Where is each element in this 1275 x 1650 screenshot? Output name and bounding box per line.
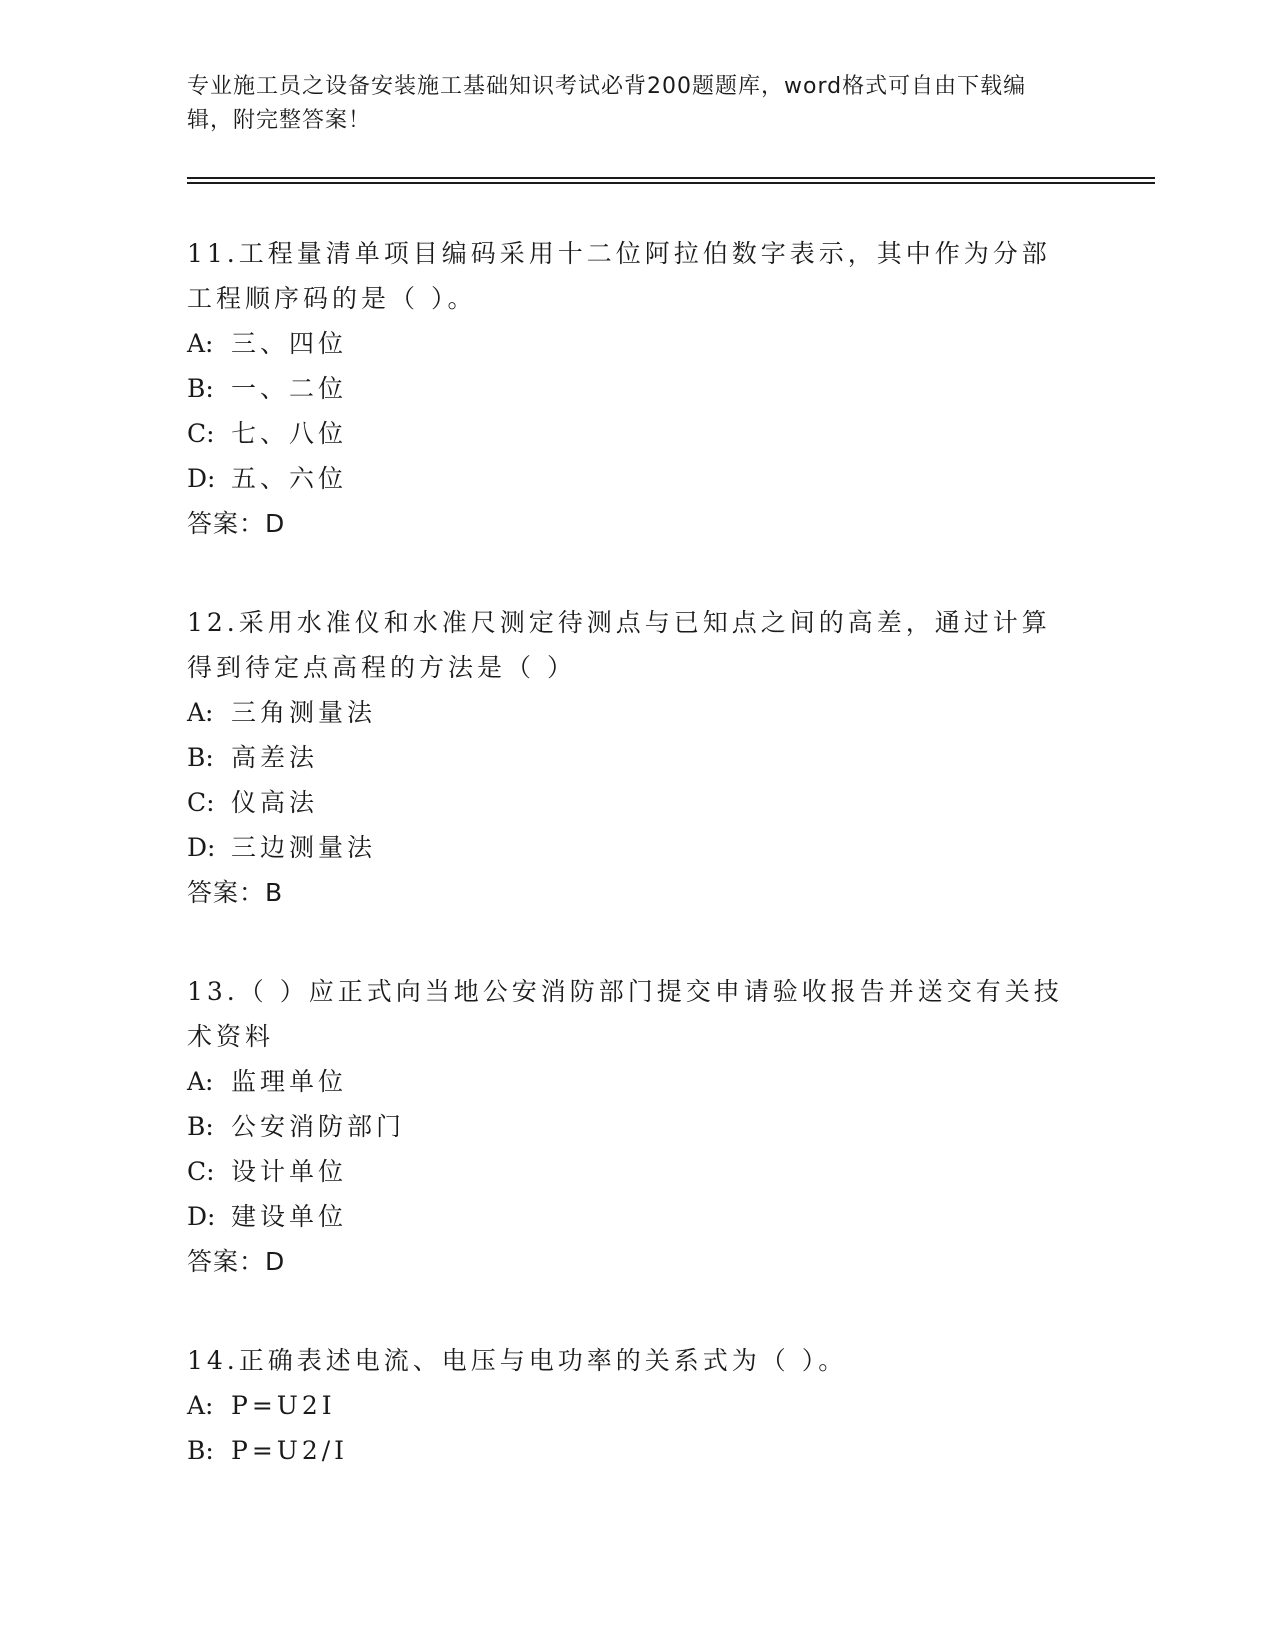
header-rule-bottom: [187, 182, 1155, 184]
header-rule-top: [187, 177, 1155, 179]
option-text: 监理单位: [231, 1067, 348, 1096]
option-d: [187, 456, 1087, 501]
question-stem: 13.（ ）应正式向当地公安消防部门提交申请验收报告并送交有关技术资料: [187, 977, 1063, 1051]
option-a: [187, 321, 1087, 366]
option-a: [187, 690, 1087, 735]
header-title: 专业施工员之设备安装施工基础知识考试必背200题题库，word格式可自由下载编辑，附完整答案！: [187, 74, 1027, 133]
option-text: 仪高法: [231, 788, 319, 817]
question-14: [187, 1338, 1087, 1473]
option-b: [187, 735, 1087, 780]
option-a: [187, 1383, 1087, 1428]
option-text: 三角测量法: [231, 698, 377, 727]
option-c: [187, 411, 1087, 456]
question-13: [187, 969, 1087, 1284]
document-header: [187, 70, 1067, 138]
option-text: 三边测量法: [231, 833, 377, 862]
question-list: [187, 231, 1087, 1527]
option-text: 设计单位: [231, 1157, 348, 1186]
option-letter: B:: [187, 743, 214, 772]
option-letter: D:: [187, 1202, 216, 1231]
option-letter: B:: [187, 374, 214, 403]
option-b: [187, 1428, 1087, 1473]
option-letter: B:: [187, 1112, 214, 1141]
question-stem: 11.工程量清单项目编码采用十二位阿拉伯数字表示，其中作为分部工程顺序码的是（ ）。: [187, 239, 1051, 313]
option-letter: A:: [187, 1067, 214, 1096]
option-d: [187, 825, 1087, 870]
option-d: [187, 1194, 1087, 1239]
question-stem: 12.采用水准仪和水准尺测定待测点与已知点之间的高差，通过计算得到待定点高程的方法是（ ）: [187, 608, 1051, 682]
option-letter: C:: [187, 1157, 215, 1186]
option-text: 五、六位: [231, 464, 348, 493]
option-letter: C:: [187, 788, 215, 817]
option-c: [187, 1149, 1087, 1194]
option-a: [187, 1059, 1087, 1104]
option-text: 三、四位: [231, 329, 348, 358]
option-text: P=U2I: [231, 1391, 336, 1420]
option-text: 建设单位: [231, 1202, 348, 1231]
question-12: [187, 600, 1087, 915]
option-letter: A:: [187, 1391, 214, 1420]
option-letter: A:: [187, 698, 214, 727]
option-c: [187, 780, 1087, 825]
option-text: 一、二位: [231, 374, 348, 403]
option-b: [187, 1104, 1087, 1149]
option-letter: D:: [187, 464, 216, 493]
question-11: [187, 231, 1087, 546]
option-letter: A:: [187, 329, 214, 358]
option-text: 公安消防部门: [231, 1112, 406, 1141]
option-letter: D:: [187, 833, 216, 862]
option-b: [187, 366, 1087, 411]
question-stem: 14.正确表述电流、电压与电功率的关系式为（ ）。: [187, 1346, 848, 1375]
option-text: 七、八位: [231, 419, 348, 448]
option-text: 高差法: [231, 743, 319, 772]
answer-line: 答案：B: [187, 878, 284, 907]
answer-line: 答案：D: [187, 509, 286, 538]
option-letter: C:: [187, 419, 215, 448]
option-text: P=U2/I: [231, 1436, 349, 1465]
option-letter: B:: [187, 1436, 214, 1465]
answer-line: 答案：D: [187, 1247, 286, 1276]
